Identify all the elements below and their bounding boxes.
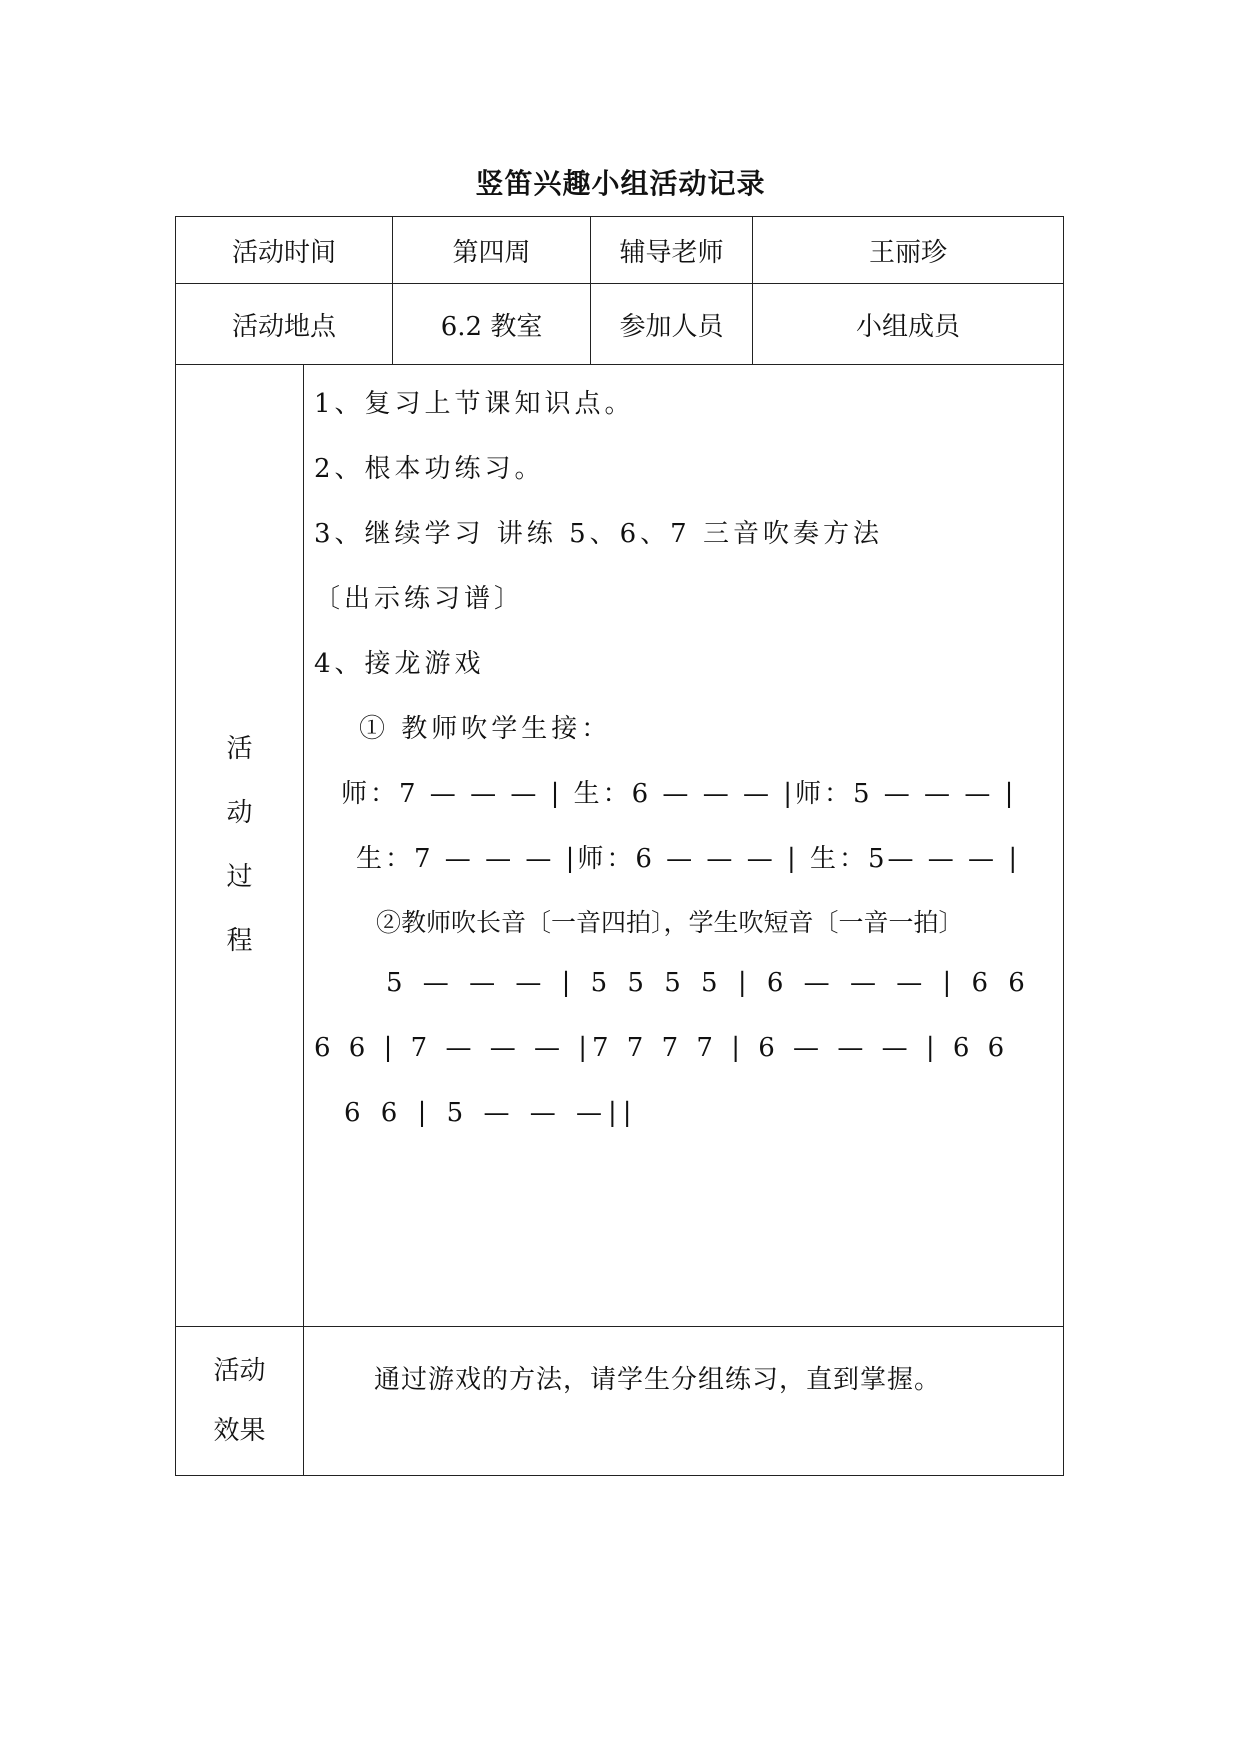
page-title: 竖笛兴趣小组活动记录	[475, 167, 766, 200]
place-value: 6.2 教室	[393, 284, 591, 365]
process-content	[304, 365, 1064, 1327]
effect-label-line: 活动	[213, 1355, 266, 1386]
time-label: 活动时间	[176, 217, 393, 284]
row-time	[176, 217, 1064, 284]
effect-text: 通过游戏的方法，请学生分组练习，直到掌握。	[374, 1364, 942, 1395]
process-label-char: 动	[226, 798, 253, 829]
process-line: 6 6 | 7 — — — |7 7 7 7 | 6 — — — | 6 6	[314, 1033, 1010, 1064]
row-process	[176, 365, 1064, 1327]
time-value: 第四周	[393, 217, 591, 284]
place-label: 活动地点	[176, 284, 393, 365]
process-line: 3、继续学习 讲练 5、6、7 三音吹奏方法	[314, 519, 883, 550]
process-line: 2、根本功练习。	[314, 454, 545, 485]
effect-label	[176, 1326, 304, 1475]
activity-record-table	[175, 216, 1064, 1476]
process-label-char: 程	[226, 926, 253, 957]
process-label-char: 活	[226, 734, 253, 765]
row-place	[176, 284, 1064, 365]
row-effect	[176, 1326, 1064, 1475]
members-label: 参加人员	[591, 284, 753, 365]
process-line: 1、复习上节课知识点。	[314, 389, 635, 420]
process-line: 4、接龙游戏	[314, 649, 485, 680]
members-value: 小组成员	[753, 284, 1064, 365]
effect-content	[304, 1326, 1064, 1475]
process-line: ②教师吹长音〔一音四拍〕，学生吹短音〔一音一拍〕	[376, 908, 964, 938]
process-label-char: 过	[226, 862, 253, 893]
effect-label-line: 效果	[213, 1415, 266, 1446]
process-line: 生：7 — — — |师：6 — — — | 生：5— — — |	[356, 844, 1021, 875]
process-line: 5 — — — | 5 5 5 5 | 6 — — — | 6 6	[386, 968, 1031, 999]
process-line: 〔出示练习谱〕	[314, 584, 525, 615]
teacher-label: 辅导老师	[591, 217, 753, 284]
process-line: ① 教师吹学生接：	[359, 714, 612, 745]
teacher-value: 王丽珍	[753, 217, 1064, 284]
process-line: 师：7 — — — | 生：6 — — — |师：5 — — — |	[341, 779, 1017, 810]
process-label	[176, 365, 304, 1327]
process-line: 6 6 | 5 — — —||	[344, 1098, 638, 1129]
